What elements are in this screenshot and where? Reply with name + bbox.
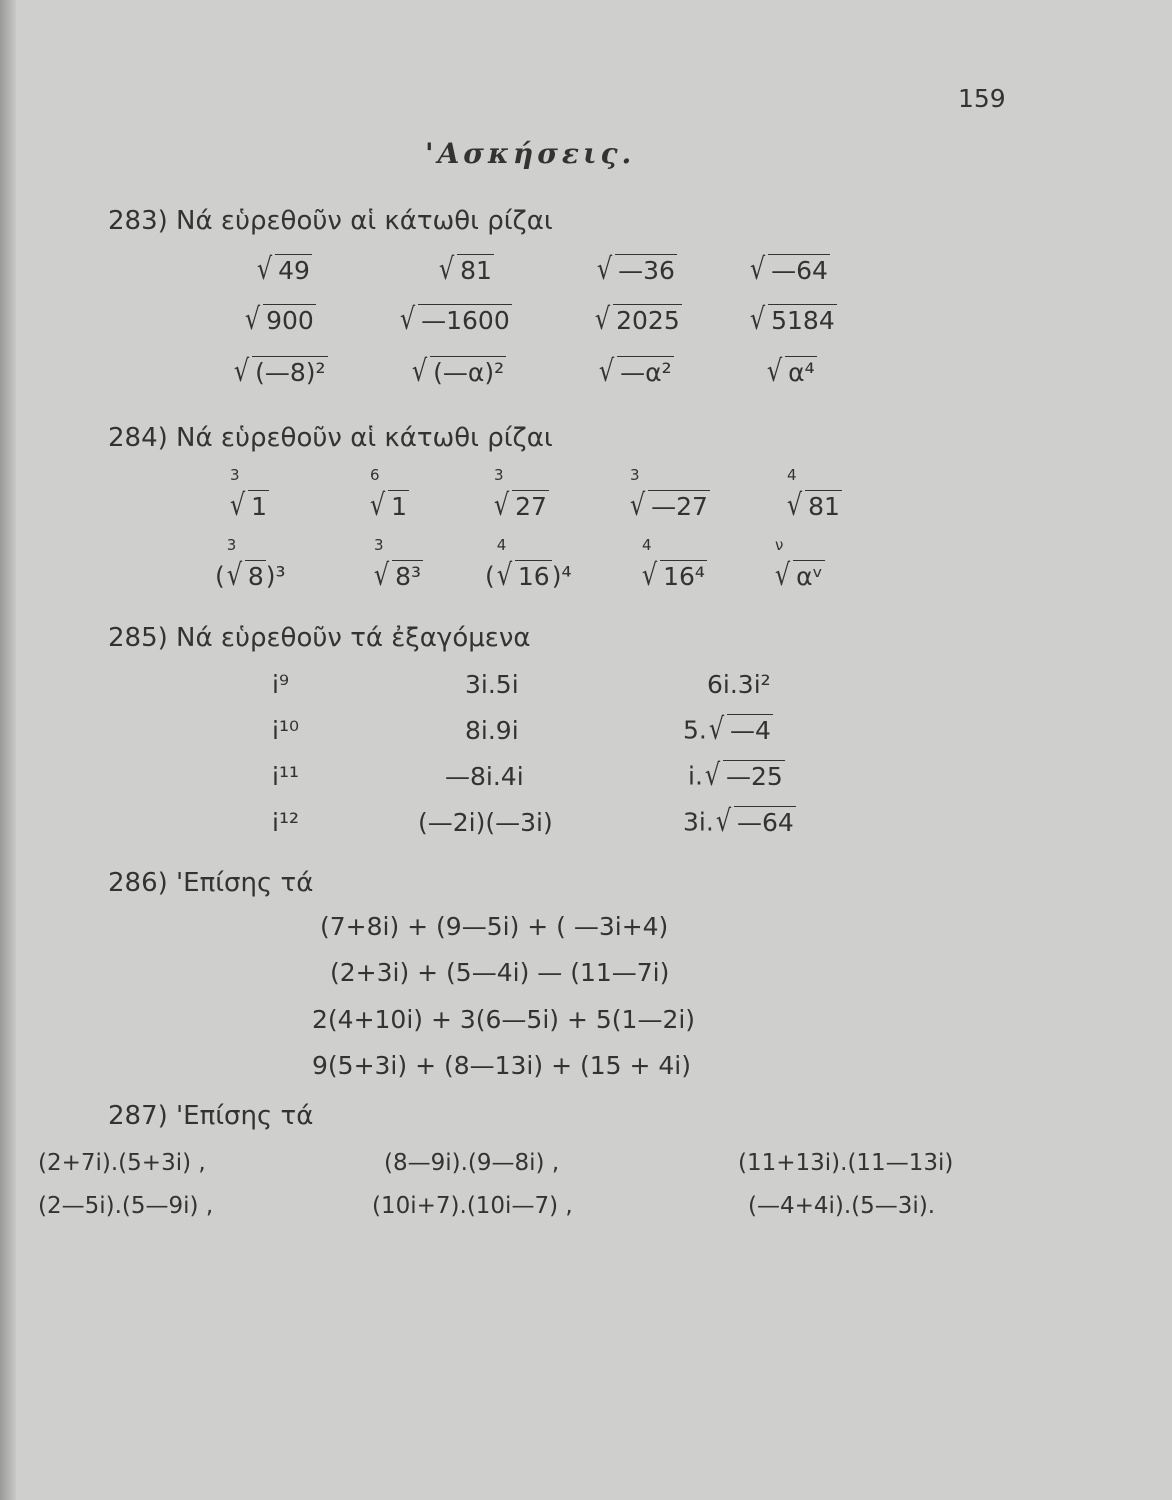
sqrt-expression: √ —64 (749, 251, 828, 287)
root-expression: 3 √ 27 (493, 466, 547, 523)
sqrt-expression: √ —36 (596, 251, 675, 287)
exercise-287-heading: 287) 'Επίσης τά (108, 1101, 314, 1131)
sqrt-expression: √ 900 (244, 301, 314, 337)
sqrt-expression: √ —α² (598, 353, 672, 389)
root-expression: ( 3 √ 8 )³ (215, 536, 286, 593)
sqrt-product-expression: i. √ —25 (688, 757, 783, 793)
product-expression: 8i.9i (465, 716, 519, 745)
power-expression: i¹⁰ (272, 716, 299, 745)
sqrt-product-expression: 3i. √ —64 (683, 803, 794, 839)
sqrt-expression: √ 81 (438, 251, 492, 287)
product-expression: (11+13i).(11—13i) (738, 1150, 954, 1176)
root-expression: 4 √ 81 (786, 466, 840, 523)
root-expression: 6 √ 1 (369, 466, 408, 523)
exercise-285-heading: 285) Νά εὑρεθοῦν τά ἐξαγόμενα (108, 623, 531, 653)
sum-expression: 9(5+3i) + (8—13i) + (15 + 4i) (312, 1051, 691, 1080)
sqrt-expression: √ (—8)² (233, 353, 326, 389)
ex284-row-1 (0, 466, 1172, 550)
power-expression: i¹¹ (272, 762, 299, 791)
product-expression: (—2i)(—3i) (418, 808, 553, 837)
root-expression: 3 √ 8³ (373, 536, 422, 593)
root-expression: ν √ αᵛ (774, 536, 824, 593)
page-title: 'Ασκήσεις. (425, 137, 636, 170)
product-expression: —8i.4i (445, 762, 524, 791)
exercise-286-heading: 286) 'Επίσης τά (108, 868, 314, 898)
ex283-row-2 (0, 301, 1172, 364)
product-expression: (2+7i).(5+3i) , (38, 1150, 206, 1176)
sqrt-expression: √ 5184 (749, 301, 835, 337)
product-expression: (2—5i).(5—9i) , (38, 1193, 214, 1219)
power-expression: i⁹ (272, 670, 289, 699)
sqrt-expression: √ 49 (256, 251, 310, 287)
exercise-284-heading: 284) Νά εὑρεθοῦν αἱ κάτωθι ρίζαι (108, 423, 553, 453)
root-expression: 3 √ 1 (229, 466, 268, 523)
product-expression: (8—9i).(9—8i) , (384, 1150, 560, 1176)
root-expression: 3 √ —27 (629, 466, 708, 523)
sum-expression: (2+3i) + (5—4i) — (11—7i) (330, 958, 670, 987)
sqrt-expression: √ 2025 (594, 301, 680, 337)
product-expression: (10i+7).(10i—7) , (372, 1193, 573, 1219)
exercise-283-heading: 283) Νά εὑρεθοῦν αἱ κάτωθι ρίζαι (108, 206, 553, 236)
sqrt-expression: √ —1600 (399, 301, 510, 337)
sqrt-product-expression: 5. √ —4 (683, 711, 771, 747)
sum-expression: (7+8i) + (9—5i) + ( —3i+4) (320, 912, 669, 941)
root-expression: 4 √ 16⁴ (641, 536, 705, 593)
sqrt-expression: √ (—α)² (411, 353, 505, 389)
product-expression: 3i.5i (465, 670, 519, 699)
page-number: 159 (958, 84, 1006, 113)
power-expression: i¹² (272, 808, 299, 837)
page-edge (0, 0, 16, 1500)
root-expression: ( 4 √ 16 )⁴ (485, 536, 572, 593)
sum-expression: 2(4+10i) + 3(6—5i) + 5(1—2i) (312, 1005, 696, 1034)
sqrt-expression: √ α⁴ (766, 353, 815, 389)
ex284-row-2 (0, 536, 1172, 620)
product-expression: 6i.3i² (707, 670, 771, 699)
product-expression: (—4+4i).(5—3i). (748, 1193, 936, 1219)
ex283-row-3 (0, 353, 1172, 416)
